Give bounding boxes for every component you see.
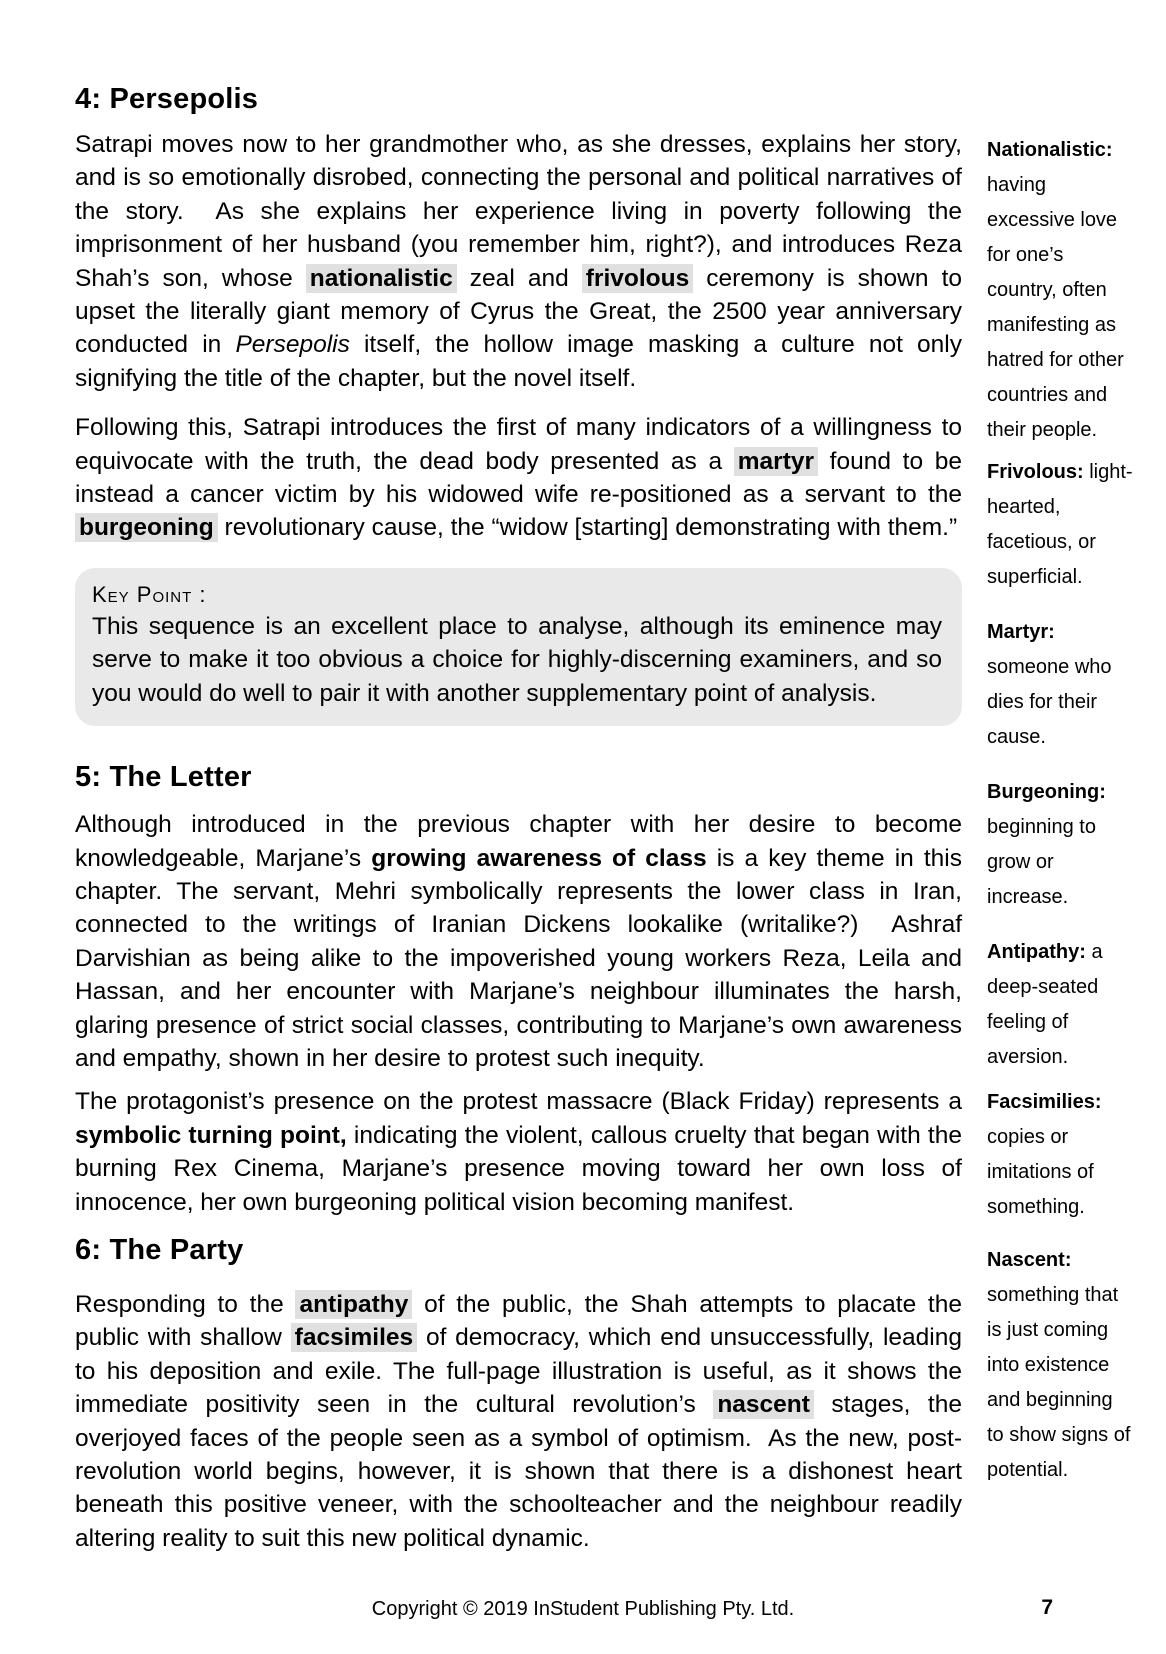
definition-text: having excessive love for one’s country, often manifesting as hatred for other countries and their people. — [987, 174, 1124, 441]
key-point-box — [75, 568, 962, 726]
definition-text: copies or imitations of something. — [987, 1126, 1094, 1218]
bold-phrase: symbolic turning point, — [75, 1121, 347, 1149]
text-run: is a key theme in this chapter. The servant, Mehri symbolically represents the lower class in Iran, connected to the writings of Iranian Dickens lookalike (writalike?) Ashraf Darvishian as being alike to the impoverished young workers Reza, Leila and Hassan, and her encounter with Marjane’s neighbour illuminates the harsh, glaring presence of strict social classes, contributing to Marjane’s own awareness and empathy, shown in her desire to protest such inequity. — [75, 844, 962, 1072]
body-paragraph — [75, 411, 962, 545]
body-paragraph — [75, 808, 962, 1075]
sidebar-definition-nationalistic — [987, 133, 1134, 448]
bold-phrase: growing awareness of class — [371, 844, 707, 872]
text-run: found to be instead a cancer victim by his widowed wife re-positioned as a servant to the — [75, 447, 962, 509]
footer-copyright: Copyright © 2019 InStudent Publishing Pty. Ltd. — [371, 1598, 795, 1620]
main-text-column — [75, 82, 962, 1555]
definition-text: something that is just coming into existence and beginning to show signs of potential. — [987, 1284, 1131, 1481]
text-run: ceremony is shown to upset the literally giant memory of Cyrus the Great, the 2500 year anniversary conducted in — [75, 264, 962, 359]
text-run: Although introduced in the previous chapter with her desire to become knowledgeable, Marjane’s — [75, 811, 962, 872]
text-run: of the public, the Shah attempts to placate the public with shallow — [75, 1290, 962, 1352]
text-run: Satrapi moves now to her grandmother who, as she dresses, explains her story, and is so emotionally disrobed, connecting the personal and political narratives of the story. As she explains her experience living in poverty following the imprisonment of her husband (you remember him, right?), and introduces Reza Shah’s son, whose — [75, 131, 962, 292]
italic-title: Persepolis — [235, 331, 350, 359]
section-heading-the-letter: 5: The Letter — [75, 761, 252, 794]
definition-term: Frivolous: — [987, 461, 1084, 483]
text-run: Following this, Satrapi introduces the first of many indicators of a willingness to equivocate with the truth, the dead body presented as a — [75, 414, 962, 475]
sidebar-definition-facsimilies — [987, 1085, 1134, 1225]
highlighted-term: frivolous — [582, 264, 693, 293]
text-run: itself, the hollow image masking a culture not only signifying the title of the chapter, but the novel itself. — [75, 331, 962, 392]
sidebar-definition-martyr — [987, 615, 1134, 755]
text-run: indicating the violent, callous cruelty that began with the burning Rex Cinema, Marjane’s presence moving toward her own loss of innocence, her own burgeoning political vision becoming manifest. — [75, 1121, 962, 1216]
definition-term: Martyr: — [987, 621, 1055, 643]
text-run: zeal and — [456, 264, 582, 292]
definition-text: a deep-seated feeling of aversion. — [987, 941, 1103, 1068]
key-point-text: This sequence is an excellent place to analyse, although its eminence may serve to make it too obvious a choice for highly-discerning examiners, and so you would do well to pair it with another supplementary point of analysis. — [92, 612, 942, 707]
highlighted-term: facsimiles — [291, 1323, 418, 1352]
definition-text: light-hearted, facetious, or superficial. — [987, 461, 1133, 588]
highlighted-term: martyr — [734, 447, 818, 476]
section-heading-the-party: 6: The Party — [75, 1233, 244, 1266]
definition-text: beginning to grow or increase. — [987, 816, 1096, 908]
definition-text: someone who dies for their cause. — [987, 656, 1112, 748]
text-run: of democracy, which end unsuccessfully, leading to his deposition and exile. The full-page illustration is useful, as it shows the immediate positivity seen in the cultural revolution’s — [75, 1324, 962, 1419]
section-heading-persepolis: 4: Persepolis — [75, 83, 259, 115]
highlighted-term: burgeoning — [75, 513, 218, 542]
key-point-label: Key Point : — [92, 581, 207, 607]
sidebar-definition-frivolous — [987, 455, 1134, 595]
sidebar-definition-nascent — [987, 1243, 1134, 1488]
body-paragraph — [75, 1085, 962, 1219]
page-number: 7 — [1041, 1596, 1053, 1619]
text-run: revolutionary cause, the “widow [starting] demonstrating with them.” — [217, 514, 958, 542]
definition-term: Nationalistic: — [987, 139, 1113, 161]
text-run: The protagonist’s presence on the protest massacre (Black Friday) represents a — [75, 1088, 962, 1116]
definition-term: Nascent: — [987, 1249, 1072, 1271]
text-run: Responding to the — [75, 1290, 296, 1318]
body-paragraph — [75, 128, 962, 395]
definition-term: Antipathy: — [987, 941, 1086, 963]
sidebar-definition-antipathy — [987, 935, 1134, 1075]
definition-term: Burgeoning: — [987, 781, 1106, 803]
highlighted-term: nascent — [713, 1390, 814, 1419]
definition-term: Facsimilies: — [987, 1091, 1102, 1113]
highlighted-term: nationalistic — [306, 264, 457, 293]
text-run: stages, the overjoyed faces of the people seen as a symbol of optimism. As the new, post-revolution world begins, however, it is shown that there is a dishonest heart beneath this positive veneer, with the schoolteacher and the neighbour readily altering reality to suit this new political dynamic. — [75, 1391, 962, 1552]
highlighted-term: antipathy — [295, 1290, 412, 1319]
sidebar-definition-burgeoning — [987, 775, 1134, 915]
body-paragraph — [75, 1288, 962, 1555]
